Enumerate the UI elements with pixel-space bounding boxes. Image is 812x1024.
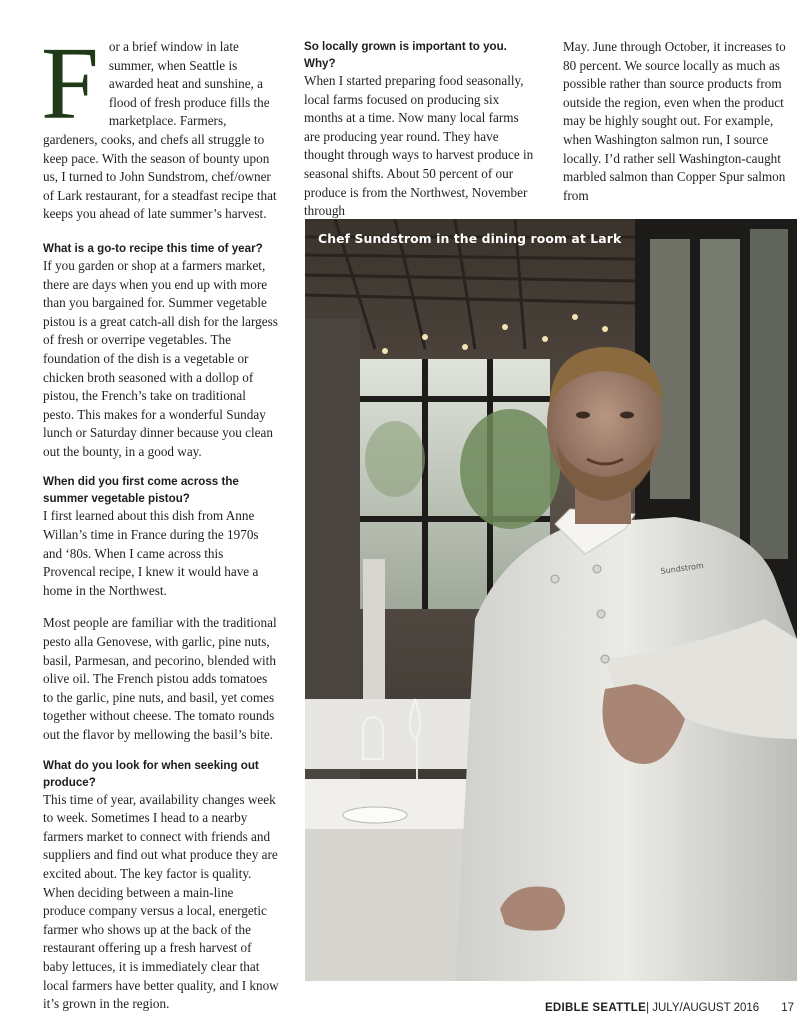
page-footer [545,1002,794,1014]
magazine-name: EDIBLE SEATTLE [544,1002,647,1014]
intro-paragraph [41,26,279,224]
photo-caption: Chef Sundstrom in the dining room at Lark [318,231,622,246]
answer-paragraph: I first learned about this dish from Anne Willan’s time in France during the 1970s and ‘80s. When I came across this Provencal recipe, I knew it would have a home in the Northwest. [43,508,259,598]
question-heading: So locally grown is important to you. Why? [304,40,507,70]
answer-paragraph: Most people are familiar with the traditional pesto alla Genovese, with garlic, pine nuts, basil, Parmesan, and pecorino, blended with olive oil. The French pistou adds tomatoes to the garlic, pine nuts, and basil, yet comes together without cheese. The tomato rounds out the flavor by mellowing the basil’s bite. [43,615,277,742]
intro-text: or a brief window in late summer, when Seattle is awarded heat and sunshine, a flood of fresh produce fills the marketplace. Farmers, gardeners, cooks, and chefs all struggle to keep pace. With the season of bounty upon us, I turned to John Sundstrom, chef/owner of Lark restaurant, for a steadfast recipe that keeps you ahead of late summer’s harvest. [43,39,277,222]
answer-paragraph: When I started preparing food seasonally, local farms focused on producing six months at a time. Now many local farms are producing year round. They have thought through ways to harvest produce in seasonal shifts. About 50 percent of our produce is from the Northwest, November through [304,73,534,219]
article-column-right [563,38,800,205]
question-heading: What is a go-to recipe this time of year? [43,241,263,255]
answer-paragraph: If you garden or shop at a farmers market, there are days when you end up with more than you bargained for. Summer vegetable pistou is a great catch-all dish for the largess of fresh or overripe vegetables. The foundation of the dish is a vegetable or chicken broth seasoned with a dollop of pistou, the French’s take on traditional pesto. This makes for a wonderful Sunday lunch or Saturday dinner because you clean out the bounty, in a good way. [43,257,278,459]
jacket-embroidery: Sundstrom [660,561,705,576]
page-number: 17 [781,1002,794,1014]
answer-paragraph: This time of year, availability changes week to week. Sometimes I head to a nearby farmers market to connect with friends and suppliers and find out what produce they are excited about. The key factor is quality. When deciding between a main-line produce company versus a local, energetic farmer who shows up at the back of the restaurant offering up a fresh harvest of baby lettuces, it is immediately clear that local farmers have better quality, and I know it’s grown in the region. [43,791,279,1012]
drop-cap: F [41,26,99,141]
question-heading: What do you look for when seeking out produce? [43,758,259,789]
article-column-left [41,26,279,1014]
chef-photo [305,219,797,981]
question-heading: When did you first come across the summer vegetable pistou? [43,475,239,506]
article-column-middle [304,38,536,221]
continuation-paragraph: May. June through October, it increases to 80 percent. We source locally as much as possible rather than source products from outside the region, even when the product may be highly sought out. For example, when Washington salmon run, I source locally. I’d rather sell Washington-caught marbled salmon than Copper Spur salmon from [563,39,786,203]
issue-date: | JULY/AUGUST 2016 [646,1002,760,1014]
